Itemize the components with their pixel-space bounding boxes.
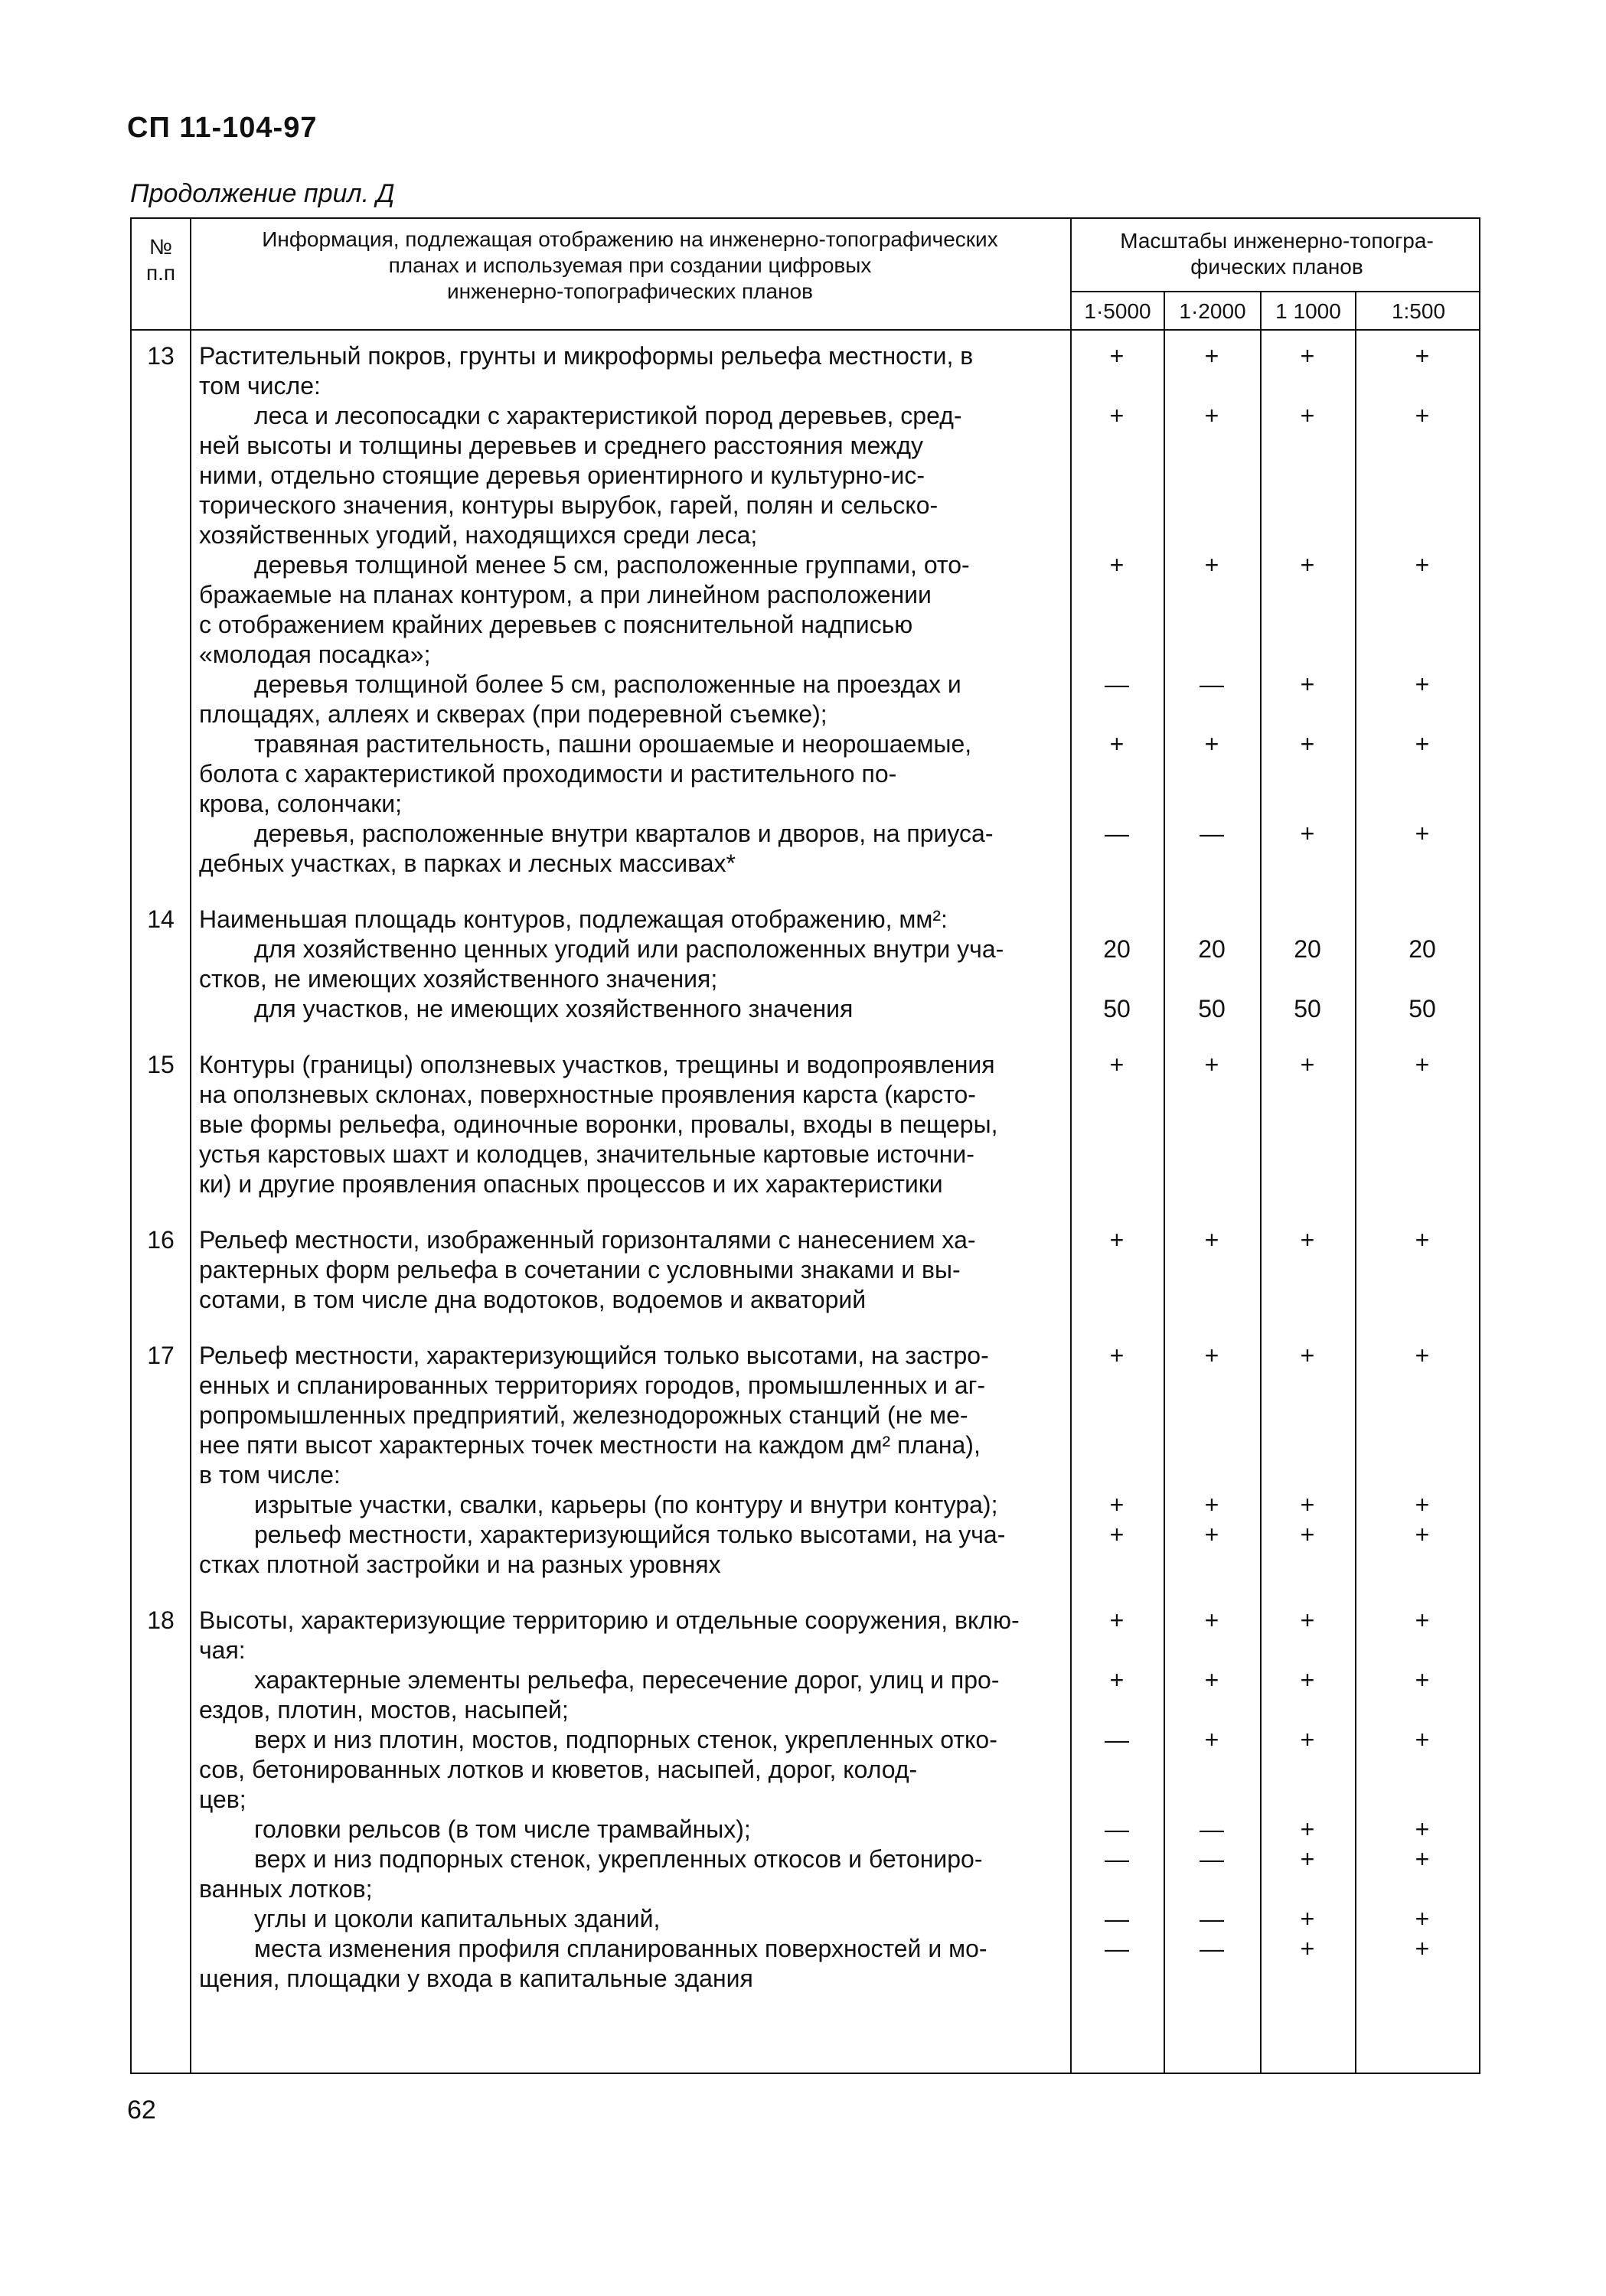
row-text-line: ки) и другие проявления опасных процессов и их характеристики — [199, 1170, 943, 1198]
scale-mark-4: + — [1415, 551, 1430, 579]
scale-mark-3: + — [1300, 1342, 1315, 1369]
scales-header-line: фических планов — [1190, 255, 1363, 279]
row-text-line: болота с характеристикой проходимости и растительного по- — [199, 760, 897, 788]
row-text-line: чая: — [199, 1636, 246, 1664]
scale-mark-1: 20 — [1103, 935, 1131, 963]
row-text-line: устья карстовых шахт и колодцев, значительные картовые источни- — [199, 1140, 974, 1168]
scale-mark-2: + — [1204, 1666, 1219, 1694]
row-text-line: в том числе: — [199, 1461, 341, 1489]
row-text-line: леса и лесопосадки с характеристикой пород деревьев, сред- — [254, 402, 962, 429]
scale-mark-4: + — [1415, 1491, 1430, 1518]
scale-mark-2: 50 — [1198, 995, 1226, 1022]
scale-mark-2: + — [1204, 551, 1219, 579]
row-text-line: характерные элементы рельефа, пересечение дорог, улиц и про- — [254, 1666, 1000, 1694]
scale-mark-3: + — [1300, 1521, 1315, 1548]
scale-mark-1: + — [1109, 1666, 1125, 1694]
scale-mark-3: + — [1300, 730, 1315, 758]
scale-mark-3: + — [1300, 1226, 1315, 1254]
row-text-line: Растительный покров, грунты и микроформы рельефа местности, в — [199, 342, 974, 370]
scale-mark-4: 20 — [1409, 935, 1436, 963]
info-column-header — [191, 227, 1069, 305]
scale-mark-1: — — [1105, 670, 1129, 698]
scale-mark-3: + — [1300, 820, 1315, 847]
scale-mark-4: + — [1415, 1226, 1430, 1254]
row-number: 16 — [147, 1226, 175, 1254]
row-text-line: с отображением крайних деревьев с пояснительной надписью — [199, 611, 913, 638]
scale-mark-4: + — [1415, 1606, 1430, 1634]
scale-mark-1: + — [1109, 1051, 1125, 1078]
scale-mark-2: + — [1204, 1226, 1219, 1254]
row-text-line: Наименьшая площадь контуров, подлежащая отображению, мм²: — [199, 905, 948, 933]
scale-mark-3: + — [1300, 1491, 1315, 1518]
requirements-table — [130, 217, 1480, 2074]
scale-header-1-2000: 1·2000 — [1179, 299, 1246, 323]
row-text-line: верх и низ подпорных стенок, укрепленных откосов и бетониро- — [254, 1845, 983, 1873]
row-text-line: сотами, в том числе дна водотоков, водоемов и акваторий — [199, 1286, 867, 1313]
header-bottom-rule — [132, 329, 1479, 331]
row-text-line: изрытые участки, свалки, карьеры (по контуру и внутри контура); — [254, 1491, 998, 1518]
scales-column-header — [1072, 228, 1482, 280]
scale-mark-3: + — [1300, 551, 1315, 579]
row-text-line: сов, бетонированных лотков и кюветов, насыпей, дорог, колод- — [199, 1756, 918, 1783]
scale-mark-2: + — [1204, 1521, 1219, 1548]
row-text-line: площадях, аллеях и скверах (при подеревной съемке); — [199, 700, 827, 728]
row-text-line: ними, отдельно стоящие деревья ориентирного и культурно-ис- — [199, 461, 925, 489]
row-text-line: енных и спланированных территориях городов, промышленных и аг- — [199, 1371, 986, 1399]
row-number: 14 — [147, 905, 175, 933]
scale-mark-2: — — [1200, 1905, 1224, 1932]
row-text-line: Контуры (границы) оползневых участков, трещины и водопроявления — [199, 1051, 995, 1078]
scale-mark-2: + — [1204, 342, 1219, 370]
scale-header-1-1000: 1 1000 — [1275, 299, 1341, 323]
row-text-line: нее пяти высот характерных точек местности на каждом дм² плана), — [199, 1431, 981, 1459]
scale-mark-4: + — [1415, 730, 1430, 758]
row-text-line: травяная растительность, пашни орошаемые и неорошаемые, — [254, 730, 972, 758]
continuation-note: Продолжение прил. Д — [130, 179, 395, 208]
row-text-line: ванных лотков; — [199, 1875, 373, 1903]
scale-mark-1: + — [1109, 730, 1125, 758]
row-text-line: бражаемые на планах контуром, а при линейном расположении — [199, 581, 932, 608]
scale-mark-4: + — [1415, 1935, 1430, 1962]
row-text-line: верх и низ плотин, мостов, подпорных стенок, укрепленных отко- — [254, 1726, 997, 1753]
scale-mark-4: + — [1415, 1051, 1430, 1078]
scale-mark-1: — — [1105, 1815, 1129, 1843]
row-text-line: рактерных форм рельефа в сочетании с условными знаками и вы- — [199, 1256, 961, 1283]
scale-mark-3: + — [1300, 402, 1315, 429]
scale-mark-2: + — [1204, 730, 1219, 758]
row-text-line: торического значения, контуры вырубок, гарей, полян и сельско- — [199, 491, 938, 519]
scale-mark-3: + — [1300, 1845, 1315, 1873]
scale-mark-1: — — [1105, 820, 1129, 847]
row-text-line: том числе: — [199, 372, 321, 400]
column-divider-info — [1070, 219, 1072, 2073]
row-text-line: ропромышленных предприятий, железнодорожных станций (не ме- — [199, 1401, 968, 1429]
info-header-line: инженерно-топографических планов — [446, 279, 814, 303]
num-header-line: п.п — [145, 261, 176, 285]
scale-mark-2: + — [1204, 1491, 1219, 1518]
scale-mark-2: 20 — [1198, 935, 1226, 963]
row-text-line: деревья толщиной более 5 см, расположенные на проездах и — [254, 670, 961, 698]
row-text-line: вые формы рельефа, одиночные воронки, провалы, входы в пещеры, — [199, 1110, 998, 1138]
row-text-line: рельеф местности, характеризующийся только высотами, на уча- — [254, 1521, 1006, 1548]
row-text-line: для участков, не имеющих хозяйственного значения — [254, 995, 854, 1022]
row-text-line: крова, солончаки; — [199, 790, 402, 817]
scale-mark-2: — — [1200, 1935, 1224, 1962]
column-divider-scale-3 — [1355, 291, 1356, 2073]
row-text-line: места изменения профиля спланированных поверхностей и мо- — [254, 1935, 987, 1962]
scale-mark-1: + — [1109, 551, 1125, 579]
scale-mark-2: — — [1200, 670, 1224, 698]
scale-header-divider — [1070, 291, 1479, 292]
scale-mark-2: — — [1200, 1815, 1224, 1843]
scale-mark-1: — — [1105, 1726, 1129, 1753]
scale-mark-4: + — [1415, 670, 1430, 698]
scale-mark-3: + — [1300, 1051, 1315, 1078]
row-text-line: Рельеф местности, характеризующийся только высотами, на застро- — [199, 1342, 989, 1369]
scale-mark-3: + — [1300, 670, 1315, 698]
row-text-line: углы и цоколи капитальных зданий, — [254, 1905, 661, 1932]
scale-mark-4: 50 — [1409, 995, 1436, 1022]
row-text-line: стков, не имеющих хозяйственного значения; — [199, 965, 718, 993]
scale-header-1-5000: 1·5000 — [1084, 299, 1151, 323]
document-code: СП 11-104-97 — [127, 112, 318, 144]
scale-mark-3: + — [1300, 1905, 1315, 1932]
scale-mark-1: — — [1105, 1905, 1129, 1932]
row-text-line: деревья толщиной менее 5 см, расположенные группами, ото- — [254, 551, 970, 579]
scale-mark-3: + — [1300, 1666, 1315, 1694]
scale-mark-1: — — [1105, 1935, 1129, 1962]
row-text-line: на оползневых склонах, поверхностные проявления карста (карсто- — [199, 1081, 976, 1108]
scale-mark-4: + — [1415, 1342, 1430, 1369]
scale-mark-3: + — [1300, 1726, 1315, 1753]
scale-mark-1: 50 — [1103, 995, 1131, 1022]
scale-mark-2: + — [1204, 1051, 1219, 1078]
row-text-line: дебных участках, в парках и лесных массивах* — [199, 850, 736, 877]
scale-mark-4: + — [1415, 342, 1430, 370]
scale-mark-1: + — [1109, 1226, 1125, 1254]
scale-mark-3: + — [1300, 1606, 1315, 1634]
num-header-line: № — [149, 235, 173, 259]
scale-mark-1: + — [1109, 1342, 1125, 1369]
info-header-line: Информация, подлежащая отображению на инженерно-топографических — [262, 227, 998, 251]
scale-mark-1: + — [1109, 342, 1125, 370]
row-number: 18 — [147, 1606, 175, 1634]
scale-mark-3: 50 — [1294, 995, 1321, 1022]
scale-mark-4: + — [1415, 402, 1430, 429]
row-text-line: «молодая посадка»; — [199, 641, 431, 668]
scale-mark-3: 20 — [1294, 935, 1321, 963]
row-text-line: головки рельсов (в том числе трамвайных); — [254, 1815, 751, 1843]
scale-mark-4: + — [1415, 1905, 1430, 1932]
row-text-line: Рельеф местности, изображенный горизонталями с нанесением ха- — [199, 1226, 976, 1254]
scale-mark-2: + — [1204, 402, 1219, 429]
scale-mark-4: + — [1415, 1726, 1430, 1753]
scale-header-1-500: 1:500 — [1391, 299, 1446, 323]
row-number: 17 — [147, 1342, 175, 1369]
num-column-header — [132, 234, 190, 286]
scale-mark-1: + — [1109, 402, 1125, 429]
scale-mark-4: + — [1415, 1521, 1430, 1548]
scale-mark-2: + — [1204, 1606, 1219, 1634]
row-text-line: хозяйственных угодий, находящихся среди леса; — [199, 521, 758, 549]
scale-mark-1: + — [1109, 1521, 1125, 1548]
scale-mark-4: + — [1415, 1845, 1430, 1873]
row-text-line: Высоты, характеризующие территорию и отдельные сооружения, вклю- — [199, 1606, 1020, 1634]
scales-header-line: Масштабы инженерно-топогра- — [1120, 229, 1434, 253]
row-text-line: ездов, плотин, мостов, насыпей; — [199, 1696, 569, 1724]
row-text-line: ней высоты и толщины деревьев и среднего расстояния между — [199, 432, 923, 459]
scale-mark-1: + — [1109, 1606, 1125, 1634]
row-number: 13 — [147, 342, 175, 370]
scale-mark-2: + — [1204, 1726, 1219, 1753]
scale-mark-2: — — [1200, 1845, 1224, 1873]
scale-mark-4: + — [1415, 1815, 1430, 1843]
scale-mark-4: + — [1415, 1666, 1430, 1694]
scale-mark-3: + — [1300, 1935, 1315, 1962]
scale-mark-1: + — [1109, 1491, 1125, 1518]
scale-mark-3: + — [1300, 342, 1315, 370]
scale-mark-3: + — [1300, 1815, 1315, 1843]
scale-mark-4: + — [1415, 820, 1430, 847]
row-text-line: для хозяйственно ценных угодий или расположенных внутри уча- — [254, 935, 1004, 963]
page-number: 62 — [127, 2095, 156, 2125]
row-text-line: деревья, расположенные внутри кварталов и дворов, на приуса- — [254, 820, 994, 847]
scale-mark-1: — — [1105, 1845, 1129, 1873]
scale-mark-2: + — [1204, 1342, 1219, 1369]
info-header-line: планах и используемая при создании цифровых — [388, 253, 872, 277]
row-number: 15 — [147, 1051, 175, 1078]
scale-mark-2: — — [1200, 820, 1224, 847]
row-text-line: щения, площадки у входа в капитальные здания — [199, 1965, 753, 1992]
row-text-line: цев; — [199, 1786, 246, 1813]
column-divider-num — [190, 219, 191, 2073]
row-text-line: стках плотной застройки и на разных уровнях — [199, 1551, 721, 1578]
